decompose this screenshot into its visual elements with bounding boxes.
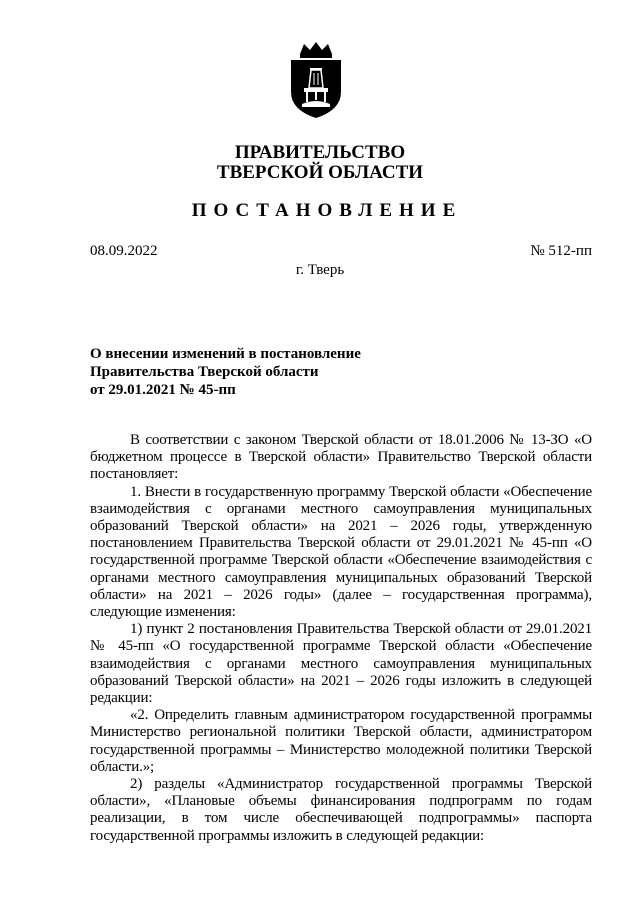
decree-body (90, 432, 592, 845)
body-paragraph-1: В соответствии с законом Тверской области от 18.01.2006 № 13-ЗО «О бюджетном процессе в Тверской области» Правительство Тверской области постановляет: (90, 432, 592, 483)
body-paragraph-3: 1) пункт 2 постановления Правительства Тверской области от 29.01.2021 № 45-пп «О государственной программе Тверской области «Обеспечение взаимодействия с органами местного самоуправления муниципальных образований Тверской области» на 2021 – 2026 годы изложить в следующей редакции: (90, 621, 592, 707)
decree-subject (90, 345, 510, 399)
subject-line1: О внесении изменений в постановление (90, 346, 361, 362)
decree-number: № 512-пп (530, 243, 592, 259)
decree-city: г. Тверь (295, 262, 345, 278)
tver-coat-of-arms-icon (286, 40, 346, 120)
body-paragraph-4: «2. Определить главным администратором государственной программы Министерство региональной политики Тверской области, администратором государственной программы – Министерство молодежной политики Тверской области.»; (90, 707, 592, 775)
body-paragraph-2: 1. Внести в государственную программу Тверской области «Обеспечение взаимодействия с органами местного самоуправления муниципальных образований Тверской области» на 2021 – 2026 годы, утвержденную постановлением Правительства Тверской области от 29.01.2021 № 45-пп «О государственной программе Тверской области «Обеспечение взаимодействия с органами местного самоуправления муниципальных образований Тверской области» на 2021 – 2026 годы» (далее – государственная программа), следующие изменения: (90, 483, 592, 621)
subject-line3: от 29.01.2021 № 45-пп (90, 382, 236, 398)
government-title-line2: ТВЕРСКОЙ ОБЛАСТИ (216, 162, 424, 183)
decree-date: 08.09.2022 (90, 243, 158, 259)
decree-title: ПОСТАНОВЛЕНИЕ (191, 200, 463, 221)
government-title-line1: ПРАВИТЕЛЬСТВО (234, 142, 406, 163)
body-paragraph-5: 2) разделы «Администратор государственной программы Тверской области», «Плановые объемы финансирования подпрограмм по годам реализации, в том числе обеспечивающей подпрограммы» паспорта государственной программы изложить в следующей редакции: (90, 776, 592, 844)
subject-line2: Правительства Тверской области (90, 364, 319, 380)
